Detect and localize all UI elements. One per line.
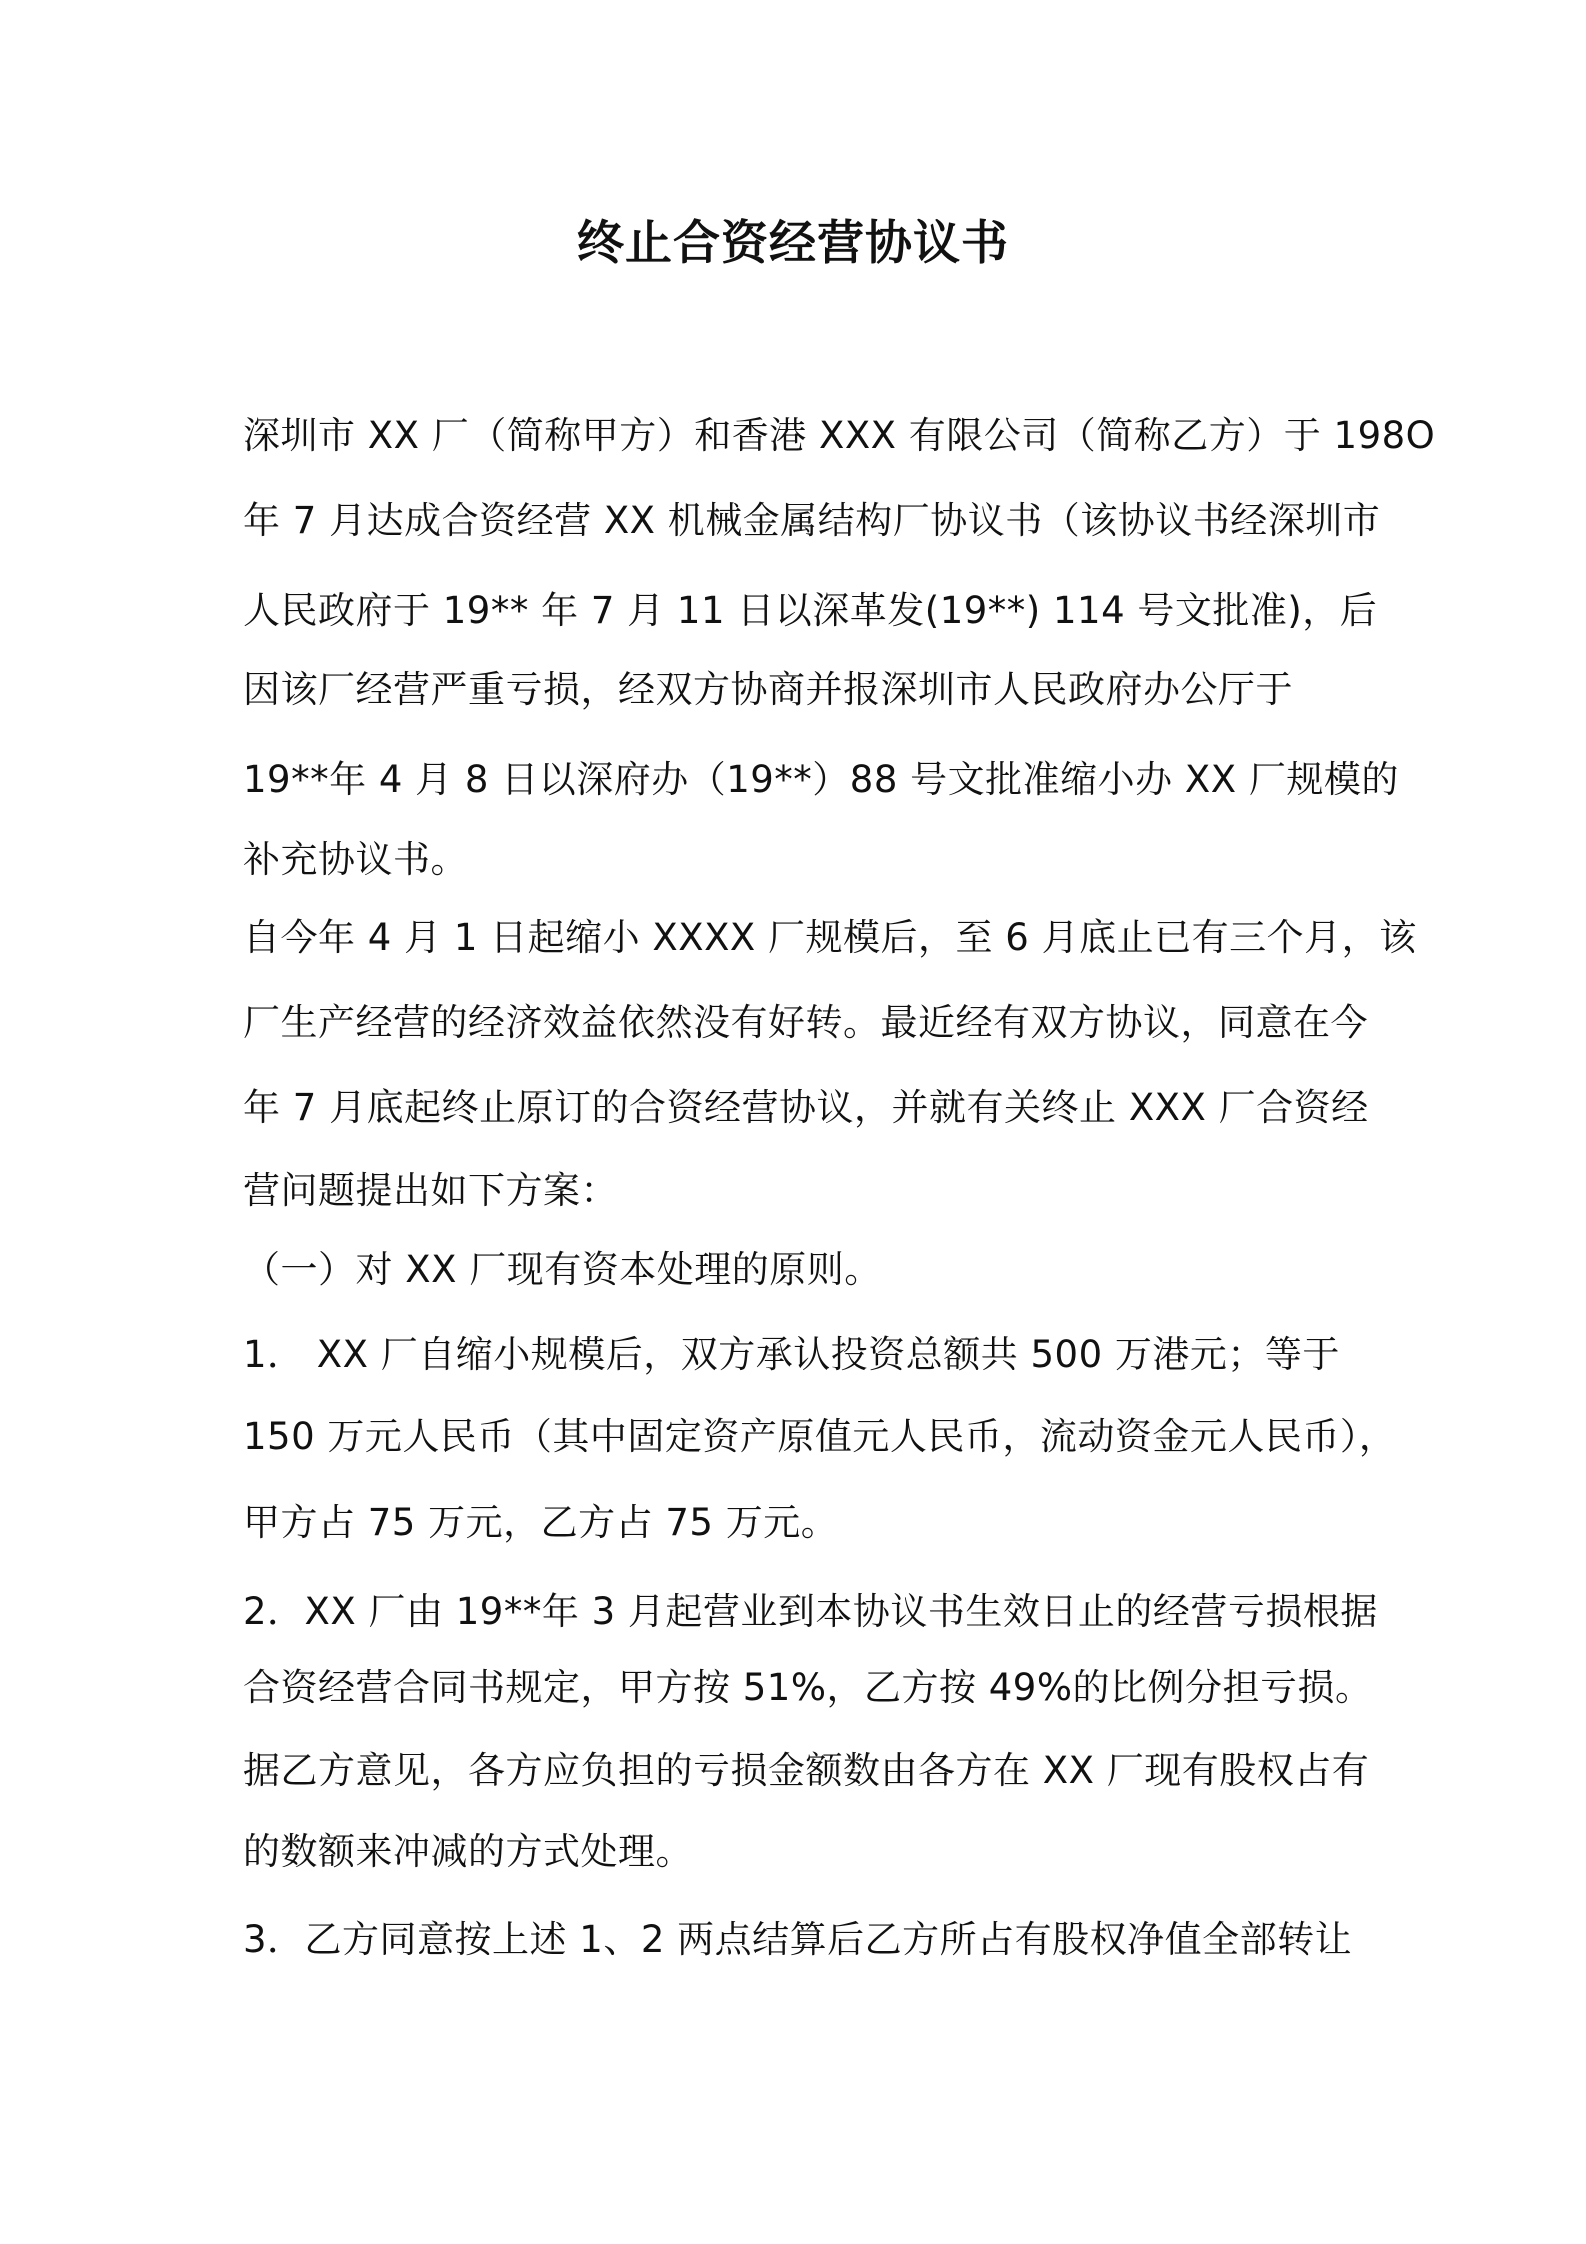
body-line-5: 19**年 4 月 8 日以深府办（19**）88 号文批准缩小办 XX 厂规模的 <box>243 758 1399 801</box>
body-line-3: 人民政府于 19** 年 7 月 11 日以深革发(19**) 114 号文批准)，后 <box>243 589 1378 632</box>
body-line-17: 据乙方意见，各方应负担的亏损金额数由各方在 XX 厂现有股权占有 <box>243 1749 1370 1792</box>
body-line-7: 自今年 4 月 1 日起缩小 XXXX 厂规模后，至 6 月底止已有三个月，该 <box>243 916 1417 959</box>
body-line-16: 合资经营合同书规定，甲方按 51%，乙方按 49%的比例分担亏损。 <box>243 1666 1373 1709</box>
section-heading-1: （一）对 XX 厂现有资本处理的原则。 <box>243 1248 882 1291</box>
body-line-6: 补充协议书。 <box>243 838 468 881</box>
body-line-19: 3．乙方同意按上述 1、2 两点结算后乙方所占有股权净值全部转让 <box>243 1918 1353 1961</box>
body-line-10: 营问题提出如下方案： <box>243 1169 618 1212</box>
body-line-4: 因该厂经营严重亏损，经双方协商并报深圳市人民政府办公厅于 <box>243 668 1293 711</box>
body-line-14: 甲方占 75 万元，乙方占 75 万元。 <box>243 1501 839 1544</box>
body-line-2: 年 7 月达成合资经营 XX 机械金属结构厂协议书（该协议书经深圳市 <box>243 499 1381 542</box>
body-line-8: 厂生产经营的经济效益依然没有好转。最近经有双方协议，同意在今 <box>243 1001 1368 1044</box>
document-title: 终止合资经营协议书 <box>577 216 1009 271</box>
body-line-18: 的数额来冲减的方式处理。 <box>243 1830 693 1873</box>
body-line-12: 1． XX 厂自缩小规模后，双方承认投资总额共 500 万港元；等于 <box>243 1333 1340 1376</box>
body-line-13: 150 万元人民币（其中固定资产原值元人民币，流动资金元人民币）， <box>243 1415 1397 1458</box>
body-line-9: 年 7 月底起终止原订的合资经营协议，并就有关终止 XXX 厂合资经 <box>243 1086 1369 1129</box>
body-line-1: 深圳市 XX 厂（简称甲方）和香港 XXX 有限公司（简称乙方）于 198O <box>243 414 1436 457</box>
body-line-15: 2．XX 厂由 19**年 3 月起营业到本协议书生效日止的经营亏损根据 <box>243 1590 1378 1633</box>
